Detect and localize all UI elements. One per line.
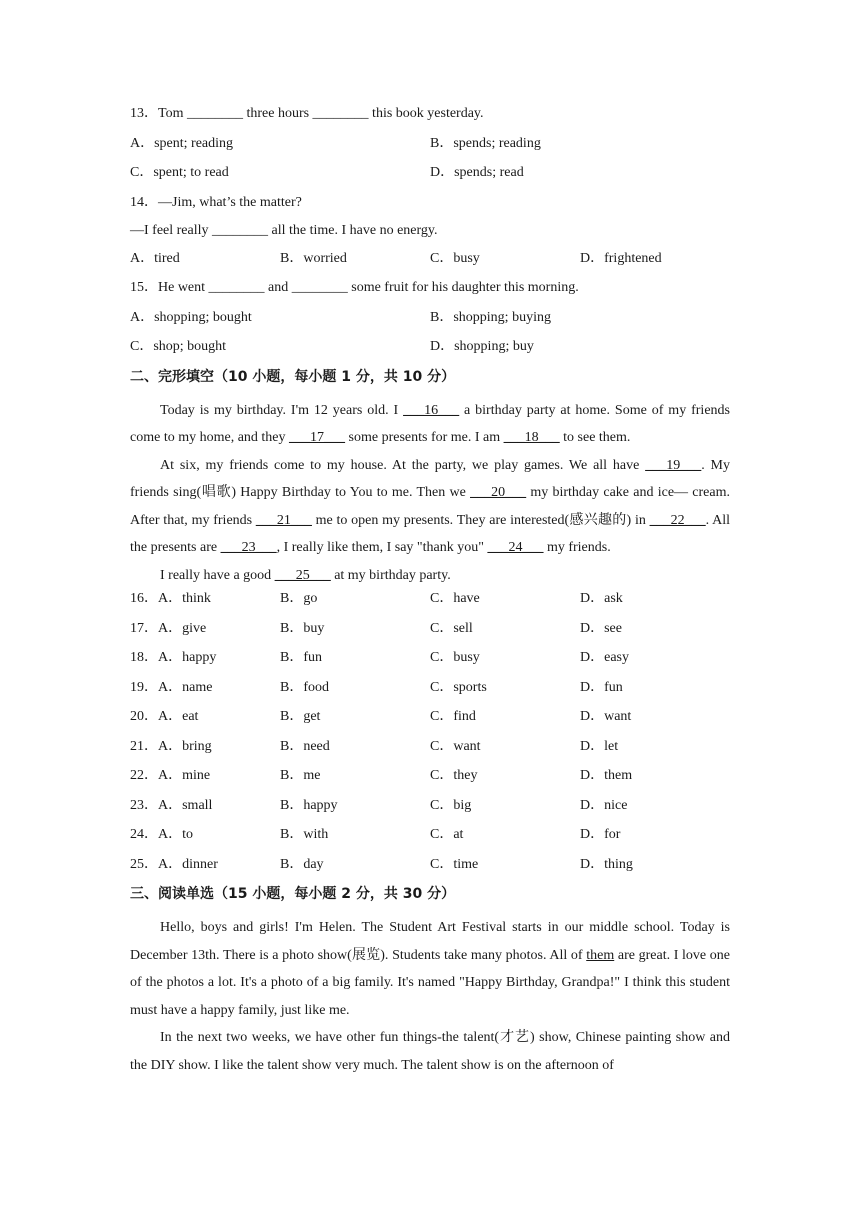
option-a[interactable]: 16．A．think [130, 591, 211, 606]
cloze-blank-20: ___20___ [470, 485, 527, 500]
option-b[interactable]: B．fun [280, 650, 322, 665]
question-15-option-b[interactable]: B．shopping; buying [430, 309, 551, 325]
option-d[interactable]: D．thing [580, 856, 633, 872]
option-b[interactable]: B．food [280, 679, 329, 695]
cloze-text: my friends. [543, 540, 611, 555]
question-14-option-c[interactable]: C．busy [430, 250, 480, 266]
option-d[interactable]: D．fun [580, 679, 623, 695]
cloze-paragraph-1 [130, 397, 730, 452]
cloze-text: my birthday cake and ice— cream. After that, my friends [130, 485, 730, 528]
option-d[interactable]: D．them [580, 768, 633, 783]
cloze-text: to see them. [559, 430, 631, 445]
cloze-blank-22: ___22___ [649, 512, 706, 528]
reading-text: are great. I love one of the photos a lot. It's a photo of a big family. It's named "Happy Birthday, Grandpa!" I think this student must have a happy family, just like me. [130, 947, 730, 1018]
cloze-blank-17: ___17___ [289, 430, 346, 445]
cloze-question-20 [130, 707, 730, 737]
question-13-option-d[interactable]: D．spends; read [430, 165, 524, 180]
cloze-question-22 [130, 766, 730, 796]
cloze-blank-19: ___19___ [645, 457, 702, 473]
cloze-question-16 [130, 589, 730, 619]
cloze-text: . My friends sing(唱歌) Happy Birthday to You to me. Then we [130, 457, 731, 500]
option-a[interactable]: 24．A．to [130, 827, 193, 842]
option-c[interactable]: C．sports [430, 679, 487, 695]
section-3-heading [130, 884, 730, 914]
question-13-options-row1 [130, 134, 730, 164]
question-13-options-row2 [130, 163, 730, 193]
cloze-question-25 [130, 855, 730, 885]
option-c[interactable]: C．want [430, 738, 481, 754]
cloze-question-24 [130, 825, 730, 855]
cloze-text: me to open my presents. They are interested(感兴趣的) in [311, 512, 650, 528]
option-a[interactable]: 18．A．happy [130, 650, 217, 665]
cloze-text: I really have a good [160, 567, 275, 583]
option-c[interactable]: C．have [430, 591, 480, 606]
option-d[interactable]: D．see [580, 620, 622, 636]
cloze-text: some presents for me. I am [345, 430, 504, 445]
option-b[interactable]: B．need [280, 738, 330, 754]
cloze-text: At six, my friends come to my house. At the party, we play games. We all have [160, 457, 646, 473]
reading-text: Hello, boys and girls! I'm Helen. The Student Art Festival starts in our middle school. Today is December 13th. There is a photo show(展览). Students take many photos. All of [130, 920, 730, 963]
question-13-option-c[interactable]: C．spent; to read [130, 165, 229, 180]
question-13-option-a[interactable]: A．spent; reading [130, 135, 234, 151]
question-14-option-d[interactable]: D．frightened [580, 250, 662, 266]
cloze-blank-25: ___25___ [274, 567, 331, 583]
cloze-paragraph-2 [130, 452, 730, 562]
option-b[interactable]: B．with [280, 827, 329, 842]
option-a[interactable]: 19．A．name [130, 679, 213, 695]
option-d[interactable]: D．ask [580, 591, 623, 606]
option-c[interactable]: C．sell [430, 620, 473, 636]
question-15-option-a[interactable]: A．shopping; bought [130, 309, 252, 325]
option-b[interactable]: B．happy [280, 797, 338, 813]
option-b[interactable]: B．buy [280, 620, 325, 636]
cloze-text: . All the presents are [130, 512, 730, 555]
option-b[interactable]: B．me [280, 768, 321, 783]
cloze-passage [130, 397, 730, 590]
cloze-text: at my birthday party. [330, 567, 451, 583]
question-15-options-row1 [130, 308, 730, 338]
reading-paragraph-2: In the next two weeks, we have other fun things-the talent(才艺) show, Chinese painting show and the DIY show. I like the talent show very much. The talent show is on the afternoon of [130, 1030, 730, 1073]
option-d[interactable]: D．easy [580, 650, 629, 665]
option-c[interactable]: C．big [430, 797, 472, 813]
cloze-question-list [130, 589, 730, 884]
section-2-heading [130, 367, 730, 397]
cloze-blank-23: ___23___ [220, 540, 277, 555]
question-13-option-b[interactable]: B．spends; reading [430, 135, 541, 151]
question-14-options [130, 249, 730, 279]
option-a[interactable]: 23．A．small [130, 797, 213, 813]
option-a[interactable]: 20．A．eat [130, 709, 199, 724]
question-15-options-row2 [130, 337, 730, 367]
exam-page [130, 104, 730, 1079]
question-15-stem: 15．He went ________ and ________ some fruit for his daughter this morning. [130, 280, 579, 295]
option-a[interactable]: 25．A．dinner [130, 856, 218, 872]
reading-passage [130, 914, 730, 1079]
cloze-question-19 [130, 678, 730, 708]
option-d[interactable]: D．let [580, 738, 619, 754]
option-b[interactable]: B．day [280, 856, 324, 872]
cloze-text: , I really like them, I say "thank you" [276, 540, 488, 555]
question-14-option-b[interactable]: B．worried [280, 250, 347, 266]
option-c[interactable]: C．they [430, 768, 478, 783]
cloze-blank-18: ___18___ [503, 430, 560, 445]
question-15-option-c[interactable]: C．shop; bought [130, 339, 227, 354]
cloze-blank-24: ___24___ [487, 540, 544, 555]
option-a[interactable]: 17．A．give [130, 620, 207, 636]
option-d[interactable]: D．for [580, 827, 621, 842]
question-14-stem: 14．—Jim, what’s the matter? [130, 194, 302, 210]
option-c[interactable]: C．at [430, 827, 464, 842]
question-14-stem-2: —I feel really ________ all the time. I have no energy. [130, 222, 438, 238]
section-2-title: 二、完形填空（10 小题，每小题 1 分，共 10 分） [130, 368, 456, 385]
option-d[interactable]: D．nice [580, 797, 628, 813]
cloze-text: a birthday party at home. Some of my friends come to my home, and they [130, 402, 730, 445]
question-13-stem: 13．Tom ________ three hours ________ this book yesterday. [130, 106, 484, 121]
cloze-paragraph-3 [130, 562, 730, 590]
option-b[interactable]: B．get [280, 709, 321, 724]
reading-underlined-word: them [586, 947, 615, 963]
question-15-option-d[interactable]: D．shopping; buy [430, 339, 534, 354]
option-a[interactable]: 21．A．bring [130, 738, 212, 754]
cloze-question-23 [130, 796, 730, 826]
cloze-question-21 [130, 737, 730, 767]
option-b[interactable]: B．go [280, 591, 318, 606]
cloze-blank-16: ___16___ [403, 402, 460, 418]
option-a[interactable]: 22．A．mine [130, 768, 211, 783]
cloze-text: Today is my birthday. I'm 12 years old. I [160, 402, 404, 418]
cloze-question-18 [130, 648, 730, 678]
option-c[interactable]: C．find [430, 709, 476, 724]
reading-paragraph-1 [130, 914, 730, 1024]
option-c[interactable]: C．busy [430, 650, 480, 665]
option-d[interactable]: D．want [580, 709, 632, 724]
cloze-blank-21: ___21___ [255, 512, 312, 528]
question-14-option-a[interactable]: A．tired [130, 250, 180, 266]
section-3-title: 三、阅读单选（15 小题，每小题 2 分，共 30 分） [130, 886, 456, 902]
option-c[interactable]: C．time [430, 856, 479, 872]
cloze-question-17 [130, 619, 730, 649]
